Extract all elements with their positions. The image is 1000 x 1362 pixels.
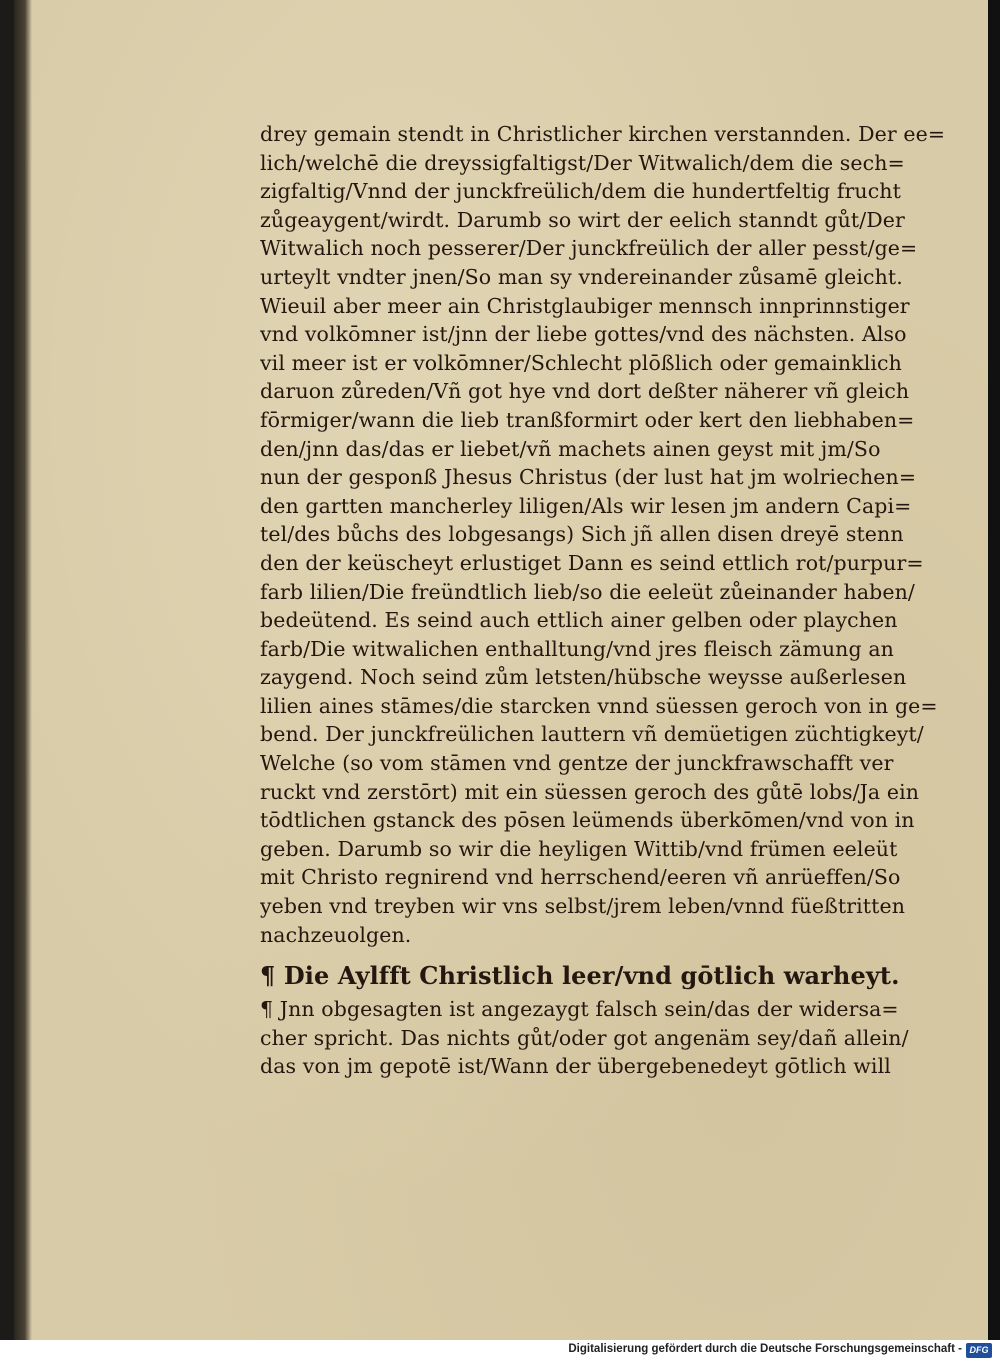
text-line: Welche (so vom stāmen vnd gentze der junckfrawschafft ver xyxy=(260,751,894,776)
text-line: das von jm gepotē ist/Wann der übergebenedeyt gōtlich will xyxy=(260,1054,891,1079)
text-line: farb lilien/Die freündtlich lieb/so die eeleüt zůeinander haben/ xyxy=(260,579,915,604)
text-line: Wieuil aber meer ain Christglaubiger mennsch innprinnstiger xyxy=(260,293,910,318)
text-line: den gartten mancherley liligen/Als wir lesen jm andern Capi= xyxy=(260,493,912,518)
footer-bar xyxy=(0,1340,1000,1362)
text-line: farb/Die witwalichen enthalltung/vnd jres fleisch zämung an xyxy=(260,636,894,661)
section-heading: ¶ Die Aylfft Christlich leer/vnd gōtlich warheyt. xyxy=(260,961,900,991)
text-line: urteylt vndter jnen/So man sy vndereinander zůsamē gleicht. xyxy=(260,264,903,289)
text-line: tel/des bůchs des lobgesangs) Sich jñ allen disen dreyē stenn xyxy=(260,522,904,547)
page-edge xyxy=(988,0,1000,1340)
text-line: mit Christo regnirend vnd herrschend/eeren vñ anrüeffen/So xyxy=(260,865,901,890)
body-text xyxy=(260,120,950,1081)
text-line: den/jnn das/das er liebet/vñ machets ainen geyst mit jm/So xyxy=(260,436,881,461)
text-line: ruckt vnd zerstōrt) mit ein süessen geroch des gůtē lobs/Ja ein xyxy=(260,779,920,804)
text-line: zůgeaygent/wirdt. Darumb so wirt der eelich stanndt gůt/Der xyxy=(260,207,905,232)
text-line: cher spricht. Das nichts gůt/oder got angenäm sey/dañ allein/ xyxy=(260,1025,909,1050)
text-line: drey gemain stendt in Christlicher kirchen verstannden. Der ee= xyxy=(260,122,946,146)
text-line: yeben vnd treyben wir vns selbst/jrem leben/vnnd füeßtritten xyxy=(260,894,906,919)
text-line: lich/welchē die dreyssigfaltigst/Der Witwalich/dem die sech= xyxy=(260,150,905,175)
text-line: geben. Darumb so wir die heyligen Wittib/vnd frümen eeleüt xyxy=(260,836,898,861)
text-line: nun der gesponß Jhesus Christus (der lust hat jm wolriechen= xyxy=(260,465,917,490)
document-page xyxy=(14,0,988,1340)
text-line: zigfaltig/Vnnd der junckfreülich/dem die hundertfeltig frucht xyxy=(260,179,901,204)
text-line: zaygend. Noch seind zům letsten/hübsche weysse außerlesen xyxy=(260,665,907,690)
text-line: tōdtlichen gstanck des pōsen leümends überkōmen/vnd von in xyxy=(260,808,915,833)
dfg-logo-icon[interactable]: DFG xyxy=(966,1343,992,1358)
funding-credit: Digitalisierung gefördert durch die Deutsche Forschungsgemeinschaft - xyxy=(568,1343,962,1355)
text-line: lilien aines stāmes/die starcken vnnd süessen geroch von in ge= xyxy=(260,693,938,718)
text-line: bend. Der junckfreülichen lauttern vñ demüetigen züchtigkeyt/ xyxy=(260,722,924,747)
text-line: nachzeuolgen. xyxy=(260,922,412,947)
text-line: bedeütend. Es seind auch ettlich ainer gelben oder playchen xyxy=(260,608,898,633)
text-line: vil meer ist er volkōmner/Schlecht plōßlich oder gemainklich xyxy=(260,350,902,375)
text-line: vnd volkōmner ist/jnn der liebe gottes/vnd des nächsten. Also xyxy=(260,322,907,347)
binding-shadow xyxy=(14,0,32,1340)
text-line: fōrmiger/wann die lieb tranßformirt oder kert den liebhaben= xyxy=(260,407,915,432)
text-line: ¶ Jnn obgesagten ist angezaygt falsch sein/das der widersa= xyxy=(260,997,899,1022)
text-line: den der keüscheyt erlustiget Dann es seind ettlich rot/purpur= xyxy=(260,550,924,575)
text-line: daruon zůreden/Vñ got hye vnd dort deßter näherer vñ gleich xyxy=(260,379,910,404)
text-line: Witwalich noch pesserer/Der junckfreülich der aller pesst/ge= xyxy=(260,236,918,261)
